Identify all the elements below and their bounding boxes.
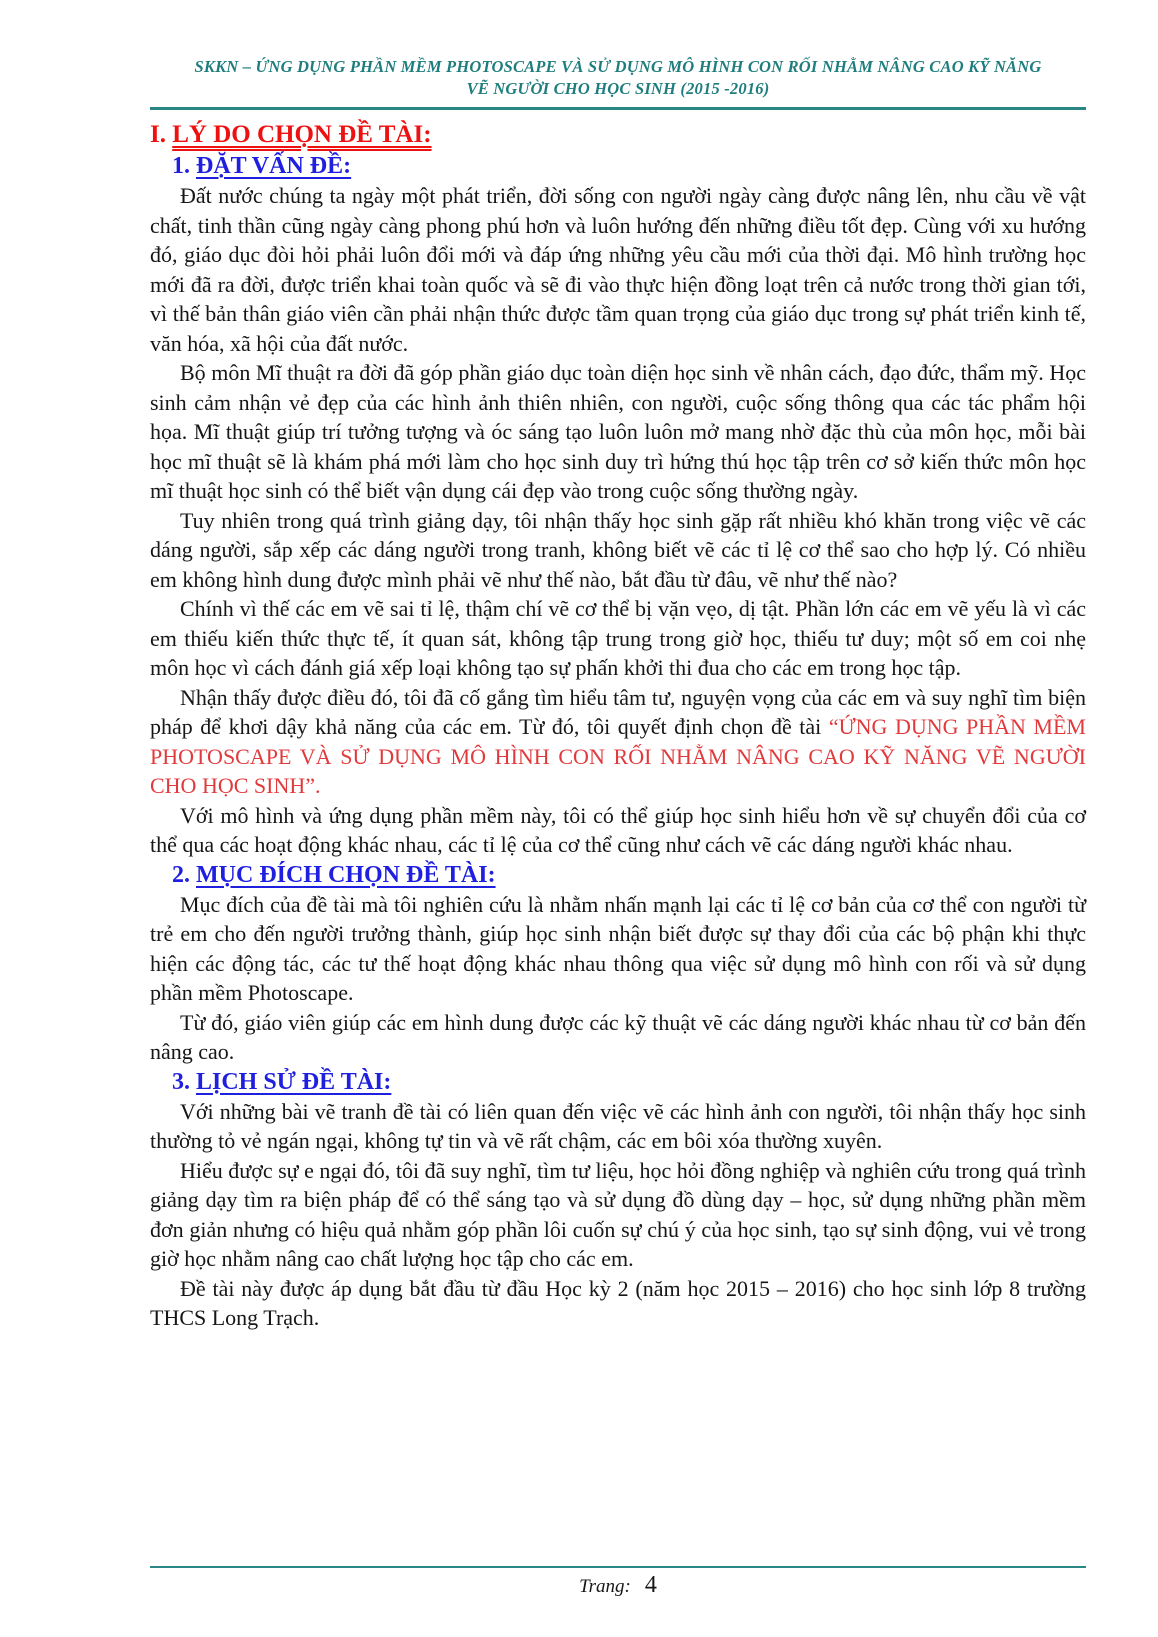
- footer-rule: [150, 1566, 1086, 1568]
- running-header: [150, 0, 1086, 100]
- footer-text: [150, 1572, 1086, 1599]
- heading-number: 2.: [172, 861, 190, 888]
- heading-number: 1.: [172, 153, 190, 179]
- paragraph-de-tai-ap-dung: Đề tài này được áp dụng bắt đầu từ đầu Học kỳ 2 (năm học 2015 – 2016) cho học sinh lớp 8 trường THCS Long Trạch.: [150, 1275, 1086, 1330]
- paragraph-voi-mo-hinh: Với mô hình và ứng dụng phần mềm này, tôi có thể giúp học sinh hiểu hơn về sự chuyển đổi của cơ thể qua các hoạt động khác nhau, các tỉ lệ của cơ thể cũng như cách vẽ các dáng người khác nhau.: [150, 802, 1086, 857]
- page-footer: [150, 1566, 1086, 1599]
- heading-lich-su-de-tai: [150, 1067, 1086, 1097]
- paragraph-chinh-vi-the: Chính vì thế các em vẽ sai tỉ lệ, thậm chí vẽ cơ thể bị vặn vẹo, dị tật. Phần lớn các em vẽ yếu là vì các em thiếu kiến thức thực tế, ít quan sát, không tập trung trong giờ học, thiếu tư duy; một số em coi nhẹ môn học vì cách đánh giá xếp loại không tạo sự phấn khởi thi đua cho các em trong học tập.: [150, 596, 1086, 680]
- heading-number: 3.: [172, 1068, 190, 1095]
- document-content: [150, 0, 1086, 1333]
- running-header-line-2: VẼ NGƯỜI CHO HỌC SINH (2015 -2016): [466, 79, 770, 98]
- paragraph-hieu-duoc-su-e-ngai: Hiểu được sự e ngại đó, tôi đã suy nghĩ, tìm tư liệu, học hỏi đồng nghiệp và nghiên cứu trong quá trình giảng dạy tìm ra biện pháp để có thể sáng tạo và sử dụng đồ dùng dạy – học, sử dụng những phần mềm đơn giản nhưng có hiệu quả nhằm góp phần lôi cuốn sự chú ý của học sinh, tạo sự sinh động, vui vẻ trong giờ học nhằm nâng cao chất lượng học tập cho các em.: [150, 1157, 1086, 1271]
- heading-ly-do-chon-de-tai: [150, 119, 1086, 151]
- paragraph-tu-do-giao-vien: Từ đó, giáo viên giúp các em hình dung được các kỹ thuật vẽ các dáng người khác nhau từ cơ bản đến nâng cao.: [150, 1009, 1086, 1064]
- heading-title: LỊCH SỬ ĐỀ TÀI:: [196, 1068, 392, 1095]
- paragraph-chon-de-tai: [150, 683, 1086, 801]
- paragraph-voi-nhung-bai-ve: Với những bài vẽ tranh đề tài có liên quan đến việc vẽ các hình ảnh con người, tôi nhận thấy học sinh thường tỏ vẻ ngán ngại, không tự tin và vẽ rất chậm, các em bôi xóa thường xuyên.: [150, 1098, 1086, 1153]
- paragraph-text: Nhận thấy được điều đó, tôi đã cố gắng tìm hiểu tâm tư, nguyện vọng của các em và suy nghĩ tìm biện pháp để khơi dậy khả năng của các em. Từ đó, tôi quyết định chọn đề tài: [150, 684, 1086, 739]
- paragraph-bo-mon-mi-thuat: Bộ môn Mĩ thuật ra đời đã góp phần giáo dục toàn diện học sinh về nhân cách, đạo đức, thẩm mỹ. Học sinh cảm nhận vẻ đẹp của các hình ảnh thiên nhiên, con người, cuộc sống thông qua các tác phẩm hội họa. Mĩ thuật giúp trí tưởng tượng và óc sáng tạo luôn luôn mở mang nhờ đặc thù của môn học, mỗi bài học mĩ thuật sẽ là khám phá mới làm cho học sinh duy trì hứng thú học tập trên cơ sở kiến thức môn học mĩ thuật học sinh có thể biết vận dụng cái đẹp vào trong cuộc sống thường ngày.: [150, 360, 1086, 503]
- heading-muc-dich-chon-de-tai: [150, 860, 1086, 890]
- footer-label: Trang:: [579, 1576, 631, 1597]
- topic-title-red: “ỨNG DỤNG PHẦN MỀM PHOTOSCAPE VÀ SỬ DỤNG MÔ HÌNH CON RỐI NHẰM NÂNG CAO KỸ NĂNG VẼ NGƯỜI CHO HỌC SINH”.: [150, 714, 1086, 798]
- header-rule: [150, 107, 1086, 110]
- heading-title: MỤC ĐÍCH CHỌN ĐỀ TÀI:: [196, 861, 496, 888]
- heading-title: ĐẶT VẤN ĐỀ:: [196, 153, 352, 179]
- running-header-line-1: SKKN – ỨNG DỤNG PHẦN MỀM PHOTOSCAPE VÀ SỬ DỤNG MÔ HÌNH CON RỐI NHẰM NÂNG CAO KỸ NĂNG: [194, 57, 1042, 76]
- paragraph-dat-nuoc: Đất nước chúng ta ngày một phát triển, đời sống con người ngày càng được nâng lên, nhu cầu về vật chất, tinh thần cũng ngày càng phong phú hơn và luôn hướng đến những điều tốt đẹp. Cùng với xu hướng đó, giáo dục đòi hỏi phải luôn đổi mới và đáp ứng những yêu cầu mới của thời đại. Mô hình trường học mới đã ra đời, được triển khai toàn quốc và sẽ đi vào thực hiện đồng loạt trên cả nước trong thời gian tới, vì thế bản thân giáo viên cần phải nhận thức được tầm quan trọng của giáo dục trong sự phát triển kinh tế, văn hóa, xã hội của đất nước.: [150, 183, 1086, 356]
- paragraph-tuy-nhien: Tuy nhiên trong quá trình giảng dạy, tôi nhận thấy học sinh gặp rất nhiều khó khăn trong việc vẽ các dáng người, sắp xếp các dáng người trong tranh, không biết vẽ các tỉ lệ cơ thể sao cho hợp lý. Có nhiều em không hình dung được mình phải vẽ như thế nào, bắt đầu từ đâu, vẽ như thế nào?: [150, 507, 1086, 592]
- heading-number: I.: [150, 121, 166, 148]
- heading-dat-van-de: [150, 151, 1086, 181]
- paragraph-muc-dich: Mục đích của đề tài mà tôi nghiên cứu là nhằm nhấn mạnh lại các tỉ lệ cơ bản của cơ thể con người từ trẻ em cho đến người trưởng thành, giúp học sinh nhận biết được sự thay đổi của các bộ phận khi thực hiện các động tác, các tư thế hoạt động khác nhau thông qua việc sử dụng mô hình con rối và sử dụng phần mềm Photoscape.: [150, 891, 1086, 1005]
- page-number: 4: [644, 1572, 657, 1598]
- heading-title: LÝ DO CHỌN ĐỀ TÀI:: [172, 121, 432, 148]
